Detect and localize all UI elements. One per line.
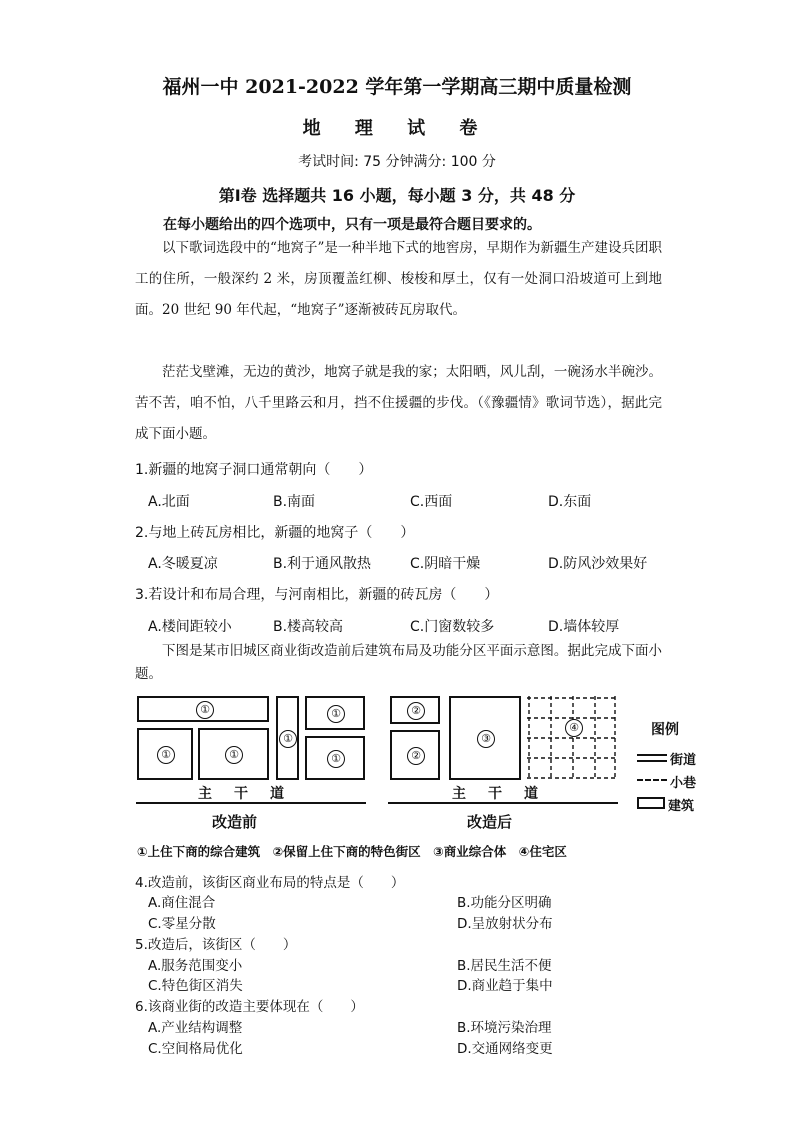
building — [137, 728, 193, 780]
figure-key: ①上住下商的综合建筑 ②保留上住下商的特色街区 ③商业综合体 ④住宅区 — [137, 844, 567, 859]
building-box-icon — [637, 797, 665, 809]
q3-option-b: B.楼高较高 — [273, 619, 344, 635]
question-6: 6.该商业街的改造主要体现在（ ） — [135, 999, 364, 1015]
q1-option-d: D.东面 — [548, 494, 592, 510]
q6-option-c: C.空间格局优化 — [148, 1041, 243, 1057]
building — [276, 696, 299, 780]
caption-before: 改造前 — [212, 813, 258, 831]
label-1: ① — [327, 705, 345, 723]
label-1: ① — [157, 746, 175, 764]
q4-option-a: A.商住混合 — [148, 895, 216, 911]
question-2: 2.与地上砖瓦房相比，新疆的地窝子（ ） — [135, 525, 415, 541]
exam-subtitle: 地 理 试 卷 — [302, 118, 492, 139]
passage-figure-intro: 下图是某市旧城区商业街改造前后建筑布局及功能分区平面示意图。据此完成下面小题。 — [135, 643, 662, 682]
passage-paragraph-1: 以下歌词选段中的“地窝子”是一种半地下式的地窖房，早期作为新疆生产建设兵团职工的住所，一般深约 2 米，房顶覆盖红柳、梭梭和厚土，仅有一处洞口沿坡道可上到地面。20 世纪 90 年代起，“地窝子”逐渐被砖瓦房取代。 — [135, 240, 662, 318]
q2-option-a: A.冬暖夏凉 — [148, 556, 218, 572]
passage-paragraph-2: 茫茫戈壁滩，无边的黄沙，地窝子就是我的家；太阳晒，风儿刮，一碗汤水半碗沙。苦不苦，咱不怕，八千里路云和月，挡不住援疆的步伐。（《豫疆情》歌词节选），据此完成下面小题。 — [135, 364, 662, 442]
q6-option-d: D.交通网络变更 — [457, 1041, 553, 1057]
caption-after: 改造后 — [467, 813, 513, 831]
building — [390, 730, 440, 780]
street-line-icon — [637, 754, 667, 756]
legend-street: 街道 — [670, 753, 697, 768]
q4-option-b: B.功能分区明确 — [457, 895, 552, 911]
building — [198, 728, 269, 780]
q4-option-c: C.零星分散 — [148, 916, 216, 932]
label-1: ① — [196, 701, 214, 719]
q3-option-d: D.墙体较厚 — [548, 619, 620, 635]
q4-option-d: D.呈放射状分布 — [457, 916, 553, 932]
building — [390, 696, 440, 724]
instruction: 在每小题给出的四个选项中，只有一项是最符合题目要求的。 — [163, 217, 541, 233]
legend-building: 建筑 — [668, 799, 695, 814]
legend-alley: 小巷 — [670, 776, 697, 791]
q2-option-c: C.阴暗干燥 — [410, 556, 481, 572]
q1-option-a: A.北面 — [148, 494, 190, 510]
exam-info: 考试时间: 75 分钟满分: 100 分 — [298, 154, 496, 170]
q5-option-a: A.服务范围变小 — [148, 958, 243, 974]
building — [305, 736, 365, 780]
label-3: ③ — [477, 730, 495, 748]
alley-line-icon — [637, 779, 667, 781]
question-4: 4.改造前，该街区商业布局的特点是（ ） — [135, 875, 405, 891]
q1-option-b: B.南面 — [273, 494, 316, 510]
main-road-label: 主干道 — [452, 786, 560, 802]
label-2: ② — [407, 747, 425, 765]
label-1: ① — [225, 746, 243, 764]
section-heading: 第Ⅰ卷 选择题共 16 小题，每小题 3 分，共 48 分 — [218, 186, 576, 205]
exam-title: 福州一中 2021-2022 学年第一学期高三期中质量检测 — [162, 76, 632, 98]
q6-option-a: A.产业结构调整 — [148, 1020, 243, 1036]
building — [449, 696, 521, 780]
q3-option-a: A.楼间距较小 — [148, 619, 232, 635]
q5-option-c: C.特色街区消失 — [148, 978, 243, 994]
question-5: 5.改造后，该街区（ ） — [135, 937, 297, 953]
q3-option-c: C.门窗数较多 — [410, 619, 495, 635]
q1-option-c: C.西面 — [410, 494, 453, 510]
legend-title: 图例 — [651, 722, 679, 738]
q6-option-b: B.环境污染治理 — [457, 1020, 552, 1036]
q5-option-b: B.居民生活不便 — [457, 958, 552, 974]
question-3: 3.若设计和布局合理，与河南相比，新疆的砖瓦房（ ） — [135, 587, 499, 603]
label-1: ① — [279, 730, 297, 748]
label-4: ④ — [565, 719, 583, 737]
question-1: 1.新疆的地窝子洞口通常朝向（ ） — [135, 462, 373, 478]
building — [137, 696, 269, 722]
label-1: ① — [327, 750, 345, 768]
building — [305, 696, 365, 730]
street-line-icon — [637, 760, 667, 762]
q2-option-d: D.防风沙效果好 — [548, 556, 648, 572]
main-road-label: 主干道 — [198, 786, 306, 802]
label-2: ② — [407, 702, 425, 720]
q2-option-b: B.利于通风散热 — [273, 556, 372, 572]
q5-option-d: D.商业趋于集中 — [457, 978, 553, 994]
residential-grid — [527, 696, 617, 782]
